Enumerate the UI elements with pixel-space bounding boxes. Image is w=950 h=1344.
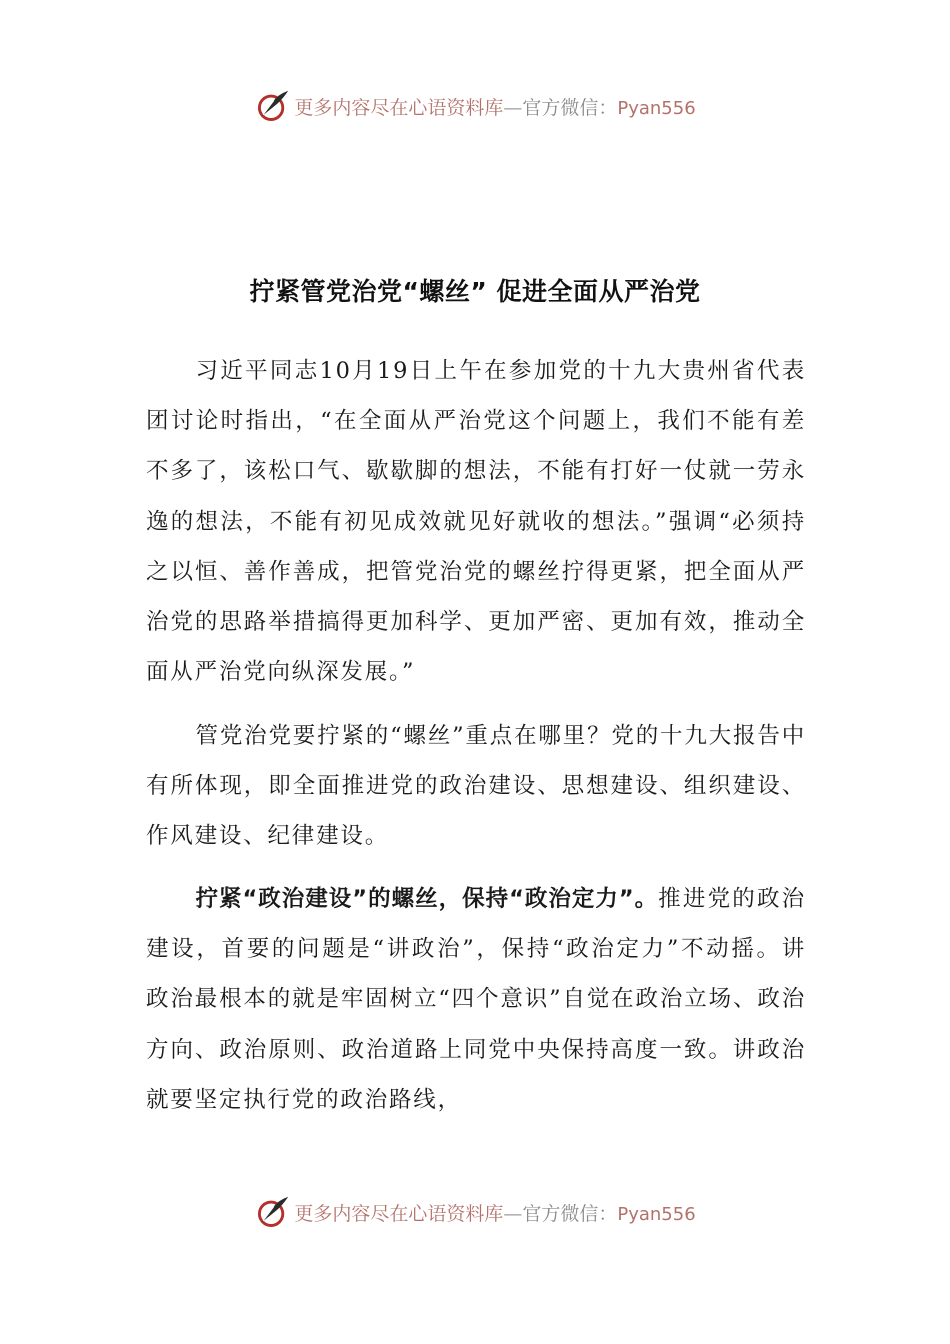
header-banner xyxy=(0,84,950,128)
feather-logo-icon xyxy=(254,88,290,124)
footer-banner-wechat-id: Pyan556 xyxy=(617,1203,696,1225)
paragraph-1 xyxy=(146,346,806,697)
header-banner-wechat-label: 官方微信： xyxy=(522,96,618,119)
paragraph-3-text: 推进党的政治建设，首要的问题是“讲政治”，保持“政治定力”不动摇。讲政治最根本的就是牢固树立“四个意识”自觉在政治立场、政治方向、政治原则、政治道路上同党中央保持高度一致。讲政治就要坚定执行党的政治路线， xyxy=(146,886,806,1113)
footer-banner-wechat-label: 官方微信： xyxy=(522,1202,618,1225)
footer-banner-site: 更多内容尽在心语资料库 xyxy=(294,1202,504,1225)
paragraph-2-text: 管党治党要拧紧的“螺丝”重点在哪里？党的十九大报告中有所体现，即全面推进党的政治建设、思想建设、组织建设、作风建设、纪律建设。 xyxy=(146,723,806,850)
footer-banner-dash: — xyxy=(503,1202,523,1225)
header-banner-text xyxy=(294,93,695,120)
paragraph-2 xyxy=(146,711,806,862)
document-title: 拧紧管党治党“螺丝” 促进全面从严治党 xyxy=(249,277,701,306)
header-banner-site: 更多内容尽在心语资料库 xyxy=(294,96,504,119)
footer-banner xyxy=(0,1190,950,1234)
paragraph-3 xyxy=(146,874,806,1125)
header-banner-dash: — xyxy=(503,96,523,119)
feather-logo-icon xyxy=(254,1194,290,1230)
header-banner-wechat-id: Pyan556 xyxy=(617,97,696,119)
paragraph-3-heading: 拧紧“政治建设”的螺丝，保持“政治定力”。 xyxy=(195,886,659,912)
footer-banner-text xyxy=(294,1199,695,1226)
paragraph-1-text: 习近平同志10月19日上午在参加党的十九大贵州省代表团讨论时指出，“在全面从严治党这个问题上，我们不能有差不多了，该松口气、歇歇脚的想法，不能有打好一仗就一劳永逸的想法，不能有初见成效就见好就收的想法。”强调“必须持之以恒、善作善成，把管党治党的螺丝拧得更紧，把全面从严治党的思路举措搞得更加科学、更加严密、更加有效，推动全面从严治党向纵深发展。” xyxy=(146,358,806,686)
